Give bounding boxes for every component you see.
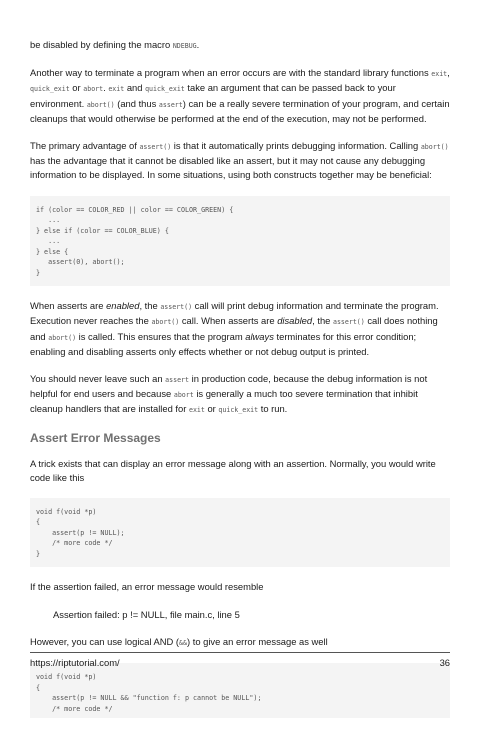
text: is that it automatically prints debugging information. Calling [171,140,421,152]
paragraph-trick: A trick exists that can display an error message along with an assertion. Normally, you would write code like this [30,457,436,483]
inline-code: assert [158,100,183,109]
text: , the [312,315,333,327]
text: You should never leave such an [30,372,166,384]
inline-code: exit [431,70,448,79]
text: to run. [258,403,288,415]
inline-code: quick_exit [30,85,70,94]
page-footer [30,652,450,668]
inline-code: abort() [48,333,77,342]
text: has the advantage that it cannot be disabled like an assert, but it may not cause any debugging information to be displayed. In some situations, using both constructs together may be beneficial: [30,155,432,181]
inline-code: abort() [86,100,115,109]
text: in production code, because the debug information is not helpful for end users and because [30,372,428,400]
inline-code: exit [188,406,205,415]
text: . [103,82,109,94]
code-block-assert: void f(void *p) { assert(p != NULL); /* more code */ } [30,498,450,568]
text: , the [139,300,161,312]
text: is called. This ensures that the program [76,330,246,342]
paragraph-terminate [30,66,450,126]
inline-code: abort() [151,318,180,327]
emphasis: always [245,330,274,342]
paragraph-logical-and [30,635,450,650]
text: take an argument that can be passed back to your environment. [30,82,396,109]
inline-code: abort [83,85,104,94]
text: is generally a much too severe termination that inhibit cleanup handlers that are installed for [30,388,418,415]
page-number: 36 [439,657,450,668]
text: call does nothing and [30,315,438,342]
page-content [30,38,450,731]
inline-code: assert() [139,143,172,152]
text: However, you can use logical AND ( [30,635,180,647]
inline-code: abort [173,391,194,400]
text: and [124,82,146,94]
paragraph-advantage [30,139,450,183]
text: . [196,39,200,50]
inline-code: quick_exit [218,406,259,415]
inline-code: NDEBUG [172,42,197,50]
code-block-assert-message: void f(void *p) { assert(p != NULL && "function f: p cannot be NULL"); /* more code */ [30,663,450,718]
code-block-color: if (color == COLOR_RED || color == COLOR_GREEN) { ... } else if (color == COLOR_BLUE) { ... } else { assert(0), abort(); } [30,196,450,287]
paragraph-enabled [30,299,450,359]
emphasis: enabled [106,300,140,312]
paragraph-production [30,372,450,418]
paragraph-failed: If the assertion failed, an error message would resemble [30,581,264,593]
text: terminates for this error condition; enabling and disabling asserts only effects whether or not debug output is printed. [30,330,417,357]
inline-code: assert [165,375,189,384]
text: be disabled by defining the macro [30,39,173,50]
inline-code: assert() [160,303,193,312]
text: When asserts are [30,300,107,312]
inline-code: abort() [420,143,449,152]
text: call will print debug information and terminate the program. Execution never reaches the [30,300,439,327]
text: , [447,67,450,79]
text: or [69,82,84,94]
inline-code: assert() [332,318,365,327]
inline-code: quick_exit [145,85,185,94]
text: ) to give an error message as well [186,635,328,647]
paragraph-ndebug [30,38,450,53]
text: call. When asserts are [179,315,278,327]
inline-code: && [179,638,187,647]
emphasis: disabled [277,315,313,327]
assertion-output: Assertion failed: p != NULL, file main.c, line 5 [53,608,240,620]
text: or [204,403,219,415]
section-heading: Assert Error Messages [30,430,161,445]
footer-url[interactable]: https://riptutorial.com/ [30,657,120,668]
inline-code: exit [108,85,125,94]
text: (and thus [114,97,159,109]
text: Another way to terminate a program when an error occurs are with the standard library functions [30,67,432,79]
text: The primary advantage of [30,140,140,152]
text: ) can be a really severe termination of your program, and certain cleanups that would otherwise be performed at the end of the execution, may not be performed. [30,97,450,124]
